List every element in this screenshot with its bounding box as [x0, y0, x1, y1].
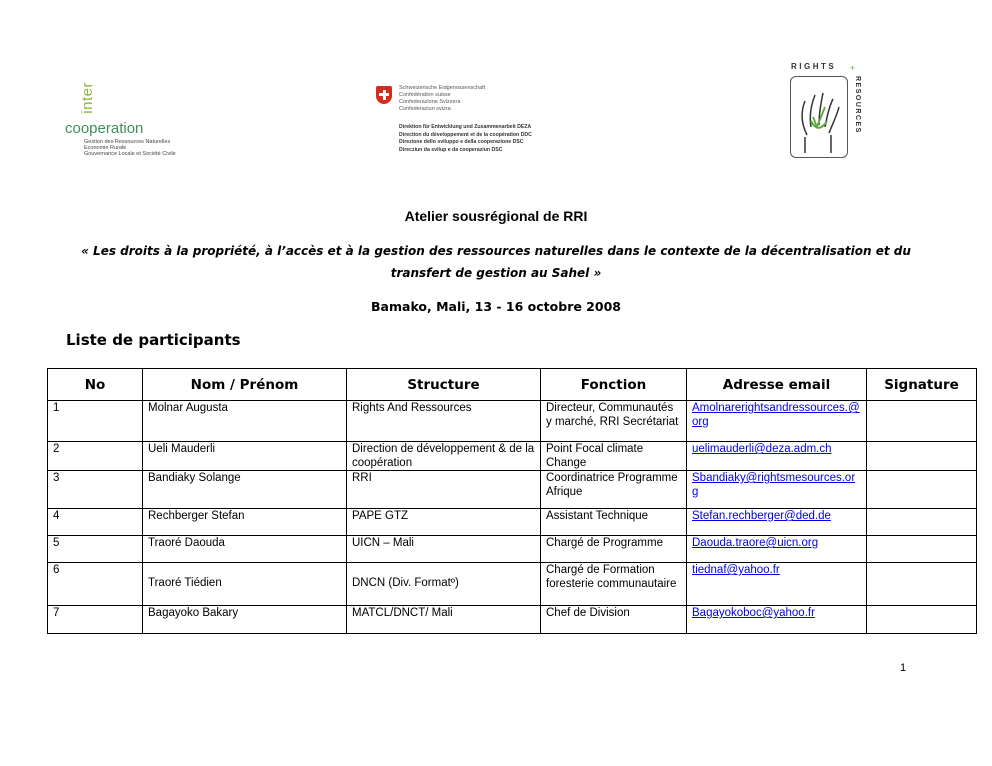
- cell-nom: Traoré Tiédien: [143, 563, 347, 606]
- email-link[interactable]: Amolnarerightsandressources.@org: [692, 402, 860, 428]
- document-title: Atelier sousrégional de RRI: [404, 208, 588, 224]
- cell-nom: Traoré Daouda: [143, 536, 347, 563]
- cell-nom: Bandiaky Solange: [143, 471, 347, 509]
- cell-nom: Ueli Mauderli: [143, 442, 347, 471]
- cell-nom: Rechberger Stefan: [143, 509, 347, 536]
- cell-fonction: Chef de Division: [541, 606, 687, 634]
- cell-email: [687, 536, 867, 563]
- cell-signature: [867, 471, 977, 509]
- email-link[interactable]: Daouda.traore@uicn.org: [692, 537, 819, 549]
- place-date: Bamako, Mali, 13 - 16 octobre 2008: [371, 299, 621, 314]
- cell-no: 1: [48, 401, 143, 442]
- table-row: [48, 536, 977, 563]
- logo-line: Gestion des Ressources Naturelles: [84, 139, 171, 145]
- cell-signature: [867, 563, 977, 606]
- document-subtitle: « Les droits à la propriété, à l’accès et à la gestion des ressources naturelles dans le contexte de la décentralisation et du transfert de gestion au Sahel »: [81, 244, 911, 280]
- swiss-name-line: Confederazione Svizzera: [399, 99, 461, 105]
- table-row: [48, 401, 977, 442]
- header-email: Adresse email: [687, 369, 867, 401]
- email-link[interactable]: Bagayokoboc@yahoo.fr: [692, 607, 815, 619]
- cell-structure: PAPE GTZ: [347, 509, 541, 536]
- swiss-name-line: Confédération suisse: [399, 92, 451, 98]
- logo-cooperation-text: cooperation: [65, 120, 144, 137]
- logo-subtitle-lines: [84, 139, 176, 157]
- table-row: [48, 563, 977, 606]
- cell-no: 6: [48, 563, 143, 606]
- cell-signature: [867, 509, 977, 536]
- cell-email: [687, 606, 867, 634]
- cell-signature: [867, 536, 977, 563]
- swiss-direction-line: Direcziun da svilup e da cooperaziun DSC: [399, 146, 503, 153]
- cell-structure: Rights And Ressources: [347, 401, 541, 442]
- header-structure: Structure: [347, 369, 541, 401]
- cell-fonction: Chargé de Programme: [541, 536, 687, 563]
- participants-table: [47, 368, 977, 634]
- cell-email: [687, 442, 867, 471]
- cell-structure: MATCL/DNCT/ Mali: [347, 606, 541, 634]
- cell-fonction: Chargé de Formation foresterie communautaire: [541, 563, 687, 606]
- cell-signature: [867, 442, 977, 471]
- cell-signature: [867, 401, 977, 442]
- swiss-direction-line: Direction du développement et de la coopération DDC: [399, 131, 532, 138]
- rr-rights-text: RIGHTS: [791, 62, 837, 71]
- cell-structure: UICN – Mali: [347, 536, 541, 563]
- cell-no: 3: [48, 471, 143, 509]
- logo-line: Economie Rurale: [84, 145, 127, 151]
- cell-structure: RRI: [347, 471, 541, 509]
- cell-no: 7: [48, 606, 143, 634]
- cell-no: 4: [48, 509, 143, 536]
- swiss-confederation-logo: [374, 84, 574, 164]
- cell-fonction: Assistant Technique: [541, 509, 687, 536]
- table-header-row: [48, 369, 977, 401]
- table-row: [48, 606, 977, 634]
- cell-fonction: Point Focal climate Change: [541, 442, 687, 471]
- email-link[interactable]: Stefan.rechberger@ded.de: [692, 510, 831, 522]
- cell-signature: [867, 606, 977, 634]
- cell-nom: Molnar Augusta: [143, 401, 347, 442]
- email-link[interactable]: uelimauderli@deza.adm.ch: [692, 443, 832, 455]
- email-link[interactable]: tiednaf@yahoo.fr: [692, 564, 780, 576]
- page-number: 1: [900, 662, 907, 674]
- logo-inter-text: inter: [79, 82, 96, 114]
- swiss-name-line: Schweizerische Eidgenossenschaft: [399, 85, 486, 91]
- list-title: Liste de participants: [66, 331, 241, 349]
- rights-resources-logo: [788, 62, 868, 162]
- header-nom: Nom / Prénom: [143, 369, 347, 401]
- email-link[interactable]: Sbandiaky@rightsmesources.org: [692, 472, 856, 498]
- cell-fonction: Coordinatrice Programme Afrique: [541, 471, 687, 509]
- cell-no: 5: [48, 536, 143, 563]
- hands-icon: [790, 76, 848, 158]
- cell-email: [687, 471, 867, 509]
- logo-line: Gouvernance Locale et Société Civile: [84, 151, 176, 157]
- swiss-direction-line: Direzione dello sviluppo e della cooperazione DSC: [399, 139, 524, 145]
- swiss-directions: [399, 124, 532, 154]
- table-row: [48, 471, 977, 509]
- rr-plus-text: +: [850, 63, 856, 73]
- swiss-cross-icon: [376, 86, 392, 104]
- table-row: [48, 509, 977, 536]
- intercooperation-logo: [63, 80, 188, 162]
- header-no: No: [48, 369, 143, 401]
- swiss-name-line: Confederaziun svizra: [399, 106, 451, 112]
- cell-email: [687, 401, 867, 442]
- header-signature: Signature: [867, 369, 977, 401]
- swiss-names: [399, 85, 485, 113]
- header-fonction: Fonction: [541, 369, 687, 401]
- cell-fonction: Directeur, Communautés y marché, RRI Secrétariat: [541, 401, 687, 442]
- cell-no: 2: [48, 442, 143, 471]
- swiss-direction-line: Direktion für Entwicklung und Zusammenarbeit DEZA: [399, 124, 532, 130]
- table-row: [48, 442, 977, 471]
- cell-nom: Bagayoko Bakary: [143, 606, 347, 634]
- cell-structure: DNCN (Div. Formatº): [347, 563, 541, 606]
- cell-email: [687, 563, 867, 606]
- cell-structure: Direction de développement & de la coopération: [347, 442, 541, 471]
- cell-email: [687, 509, 867, 536]
- rr-resources-text: RESOURCES: [854, 76, 861, 134]
